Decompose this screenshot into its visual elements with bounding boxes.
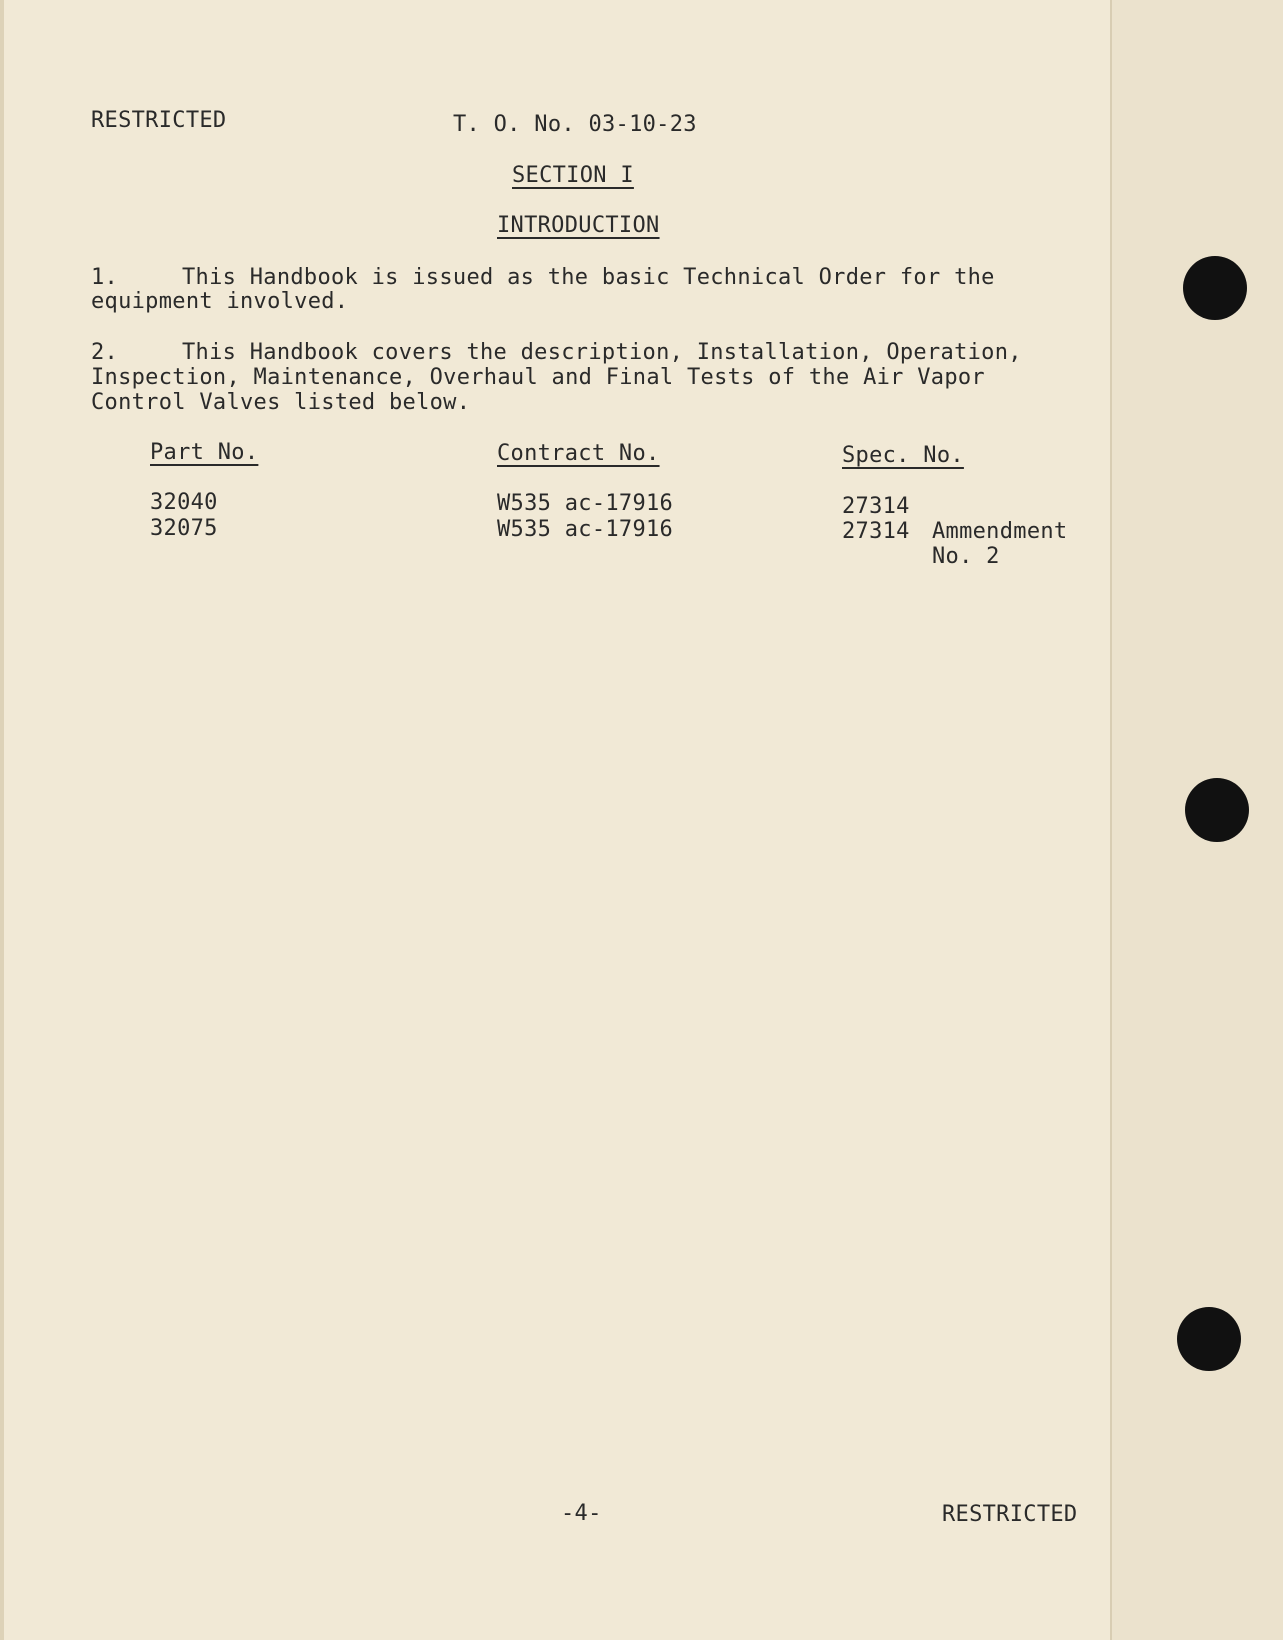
page-left-edge — [0, 0, 4, 1640]
header-classification: RESTRICTED — [91, 108, 227, 133]
table-row-2-part: 32075 — [150, 516, 218, 541]
footer-classification: RESTRICTED — [942, 1502, 1078, 1527]
table-row-2-note: Ammendment — [932, 519, 1068, 544]
section-title: SECTION I — [512, 163, 634, 188]
table-row-1-spec: 27314 — [842, 494, 910, 519]
table-row-2-spec: 27314 — [842, 519, 910, 544]
paragraph-2-line-1: This Handbook covers the description, Installation, Operation, — [182, 340, 1022, 365]
page-number: -4- — [561, 1501, 602, 1526]
paragraph-2-line-3: Control Valves listed below. — [91, 390, 471, 415]
table-header-spec: Spec. No. — [842, 443, 964, 468]
table-header-part: Part No. — [150, 440, 259, 465]
table-row-1-contract: W535 ac-17916 — [497, 491, 674, 516]
punch-hole-middle — [1185, 778, 1249, 842]
punch-hole-bottom — [1177, 1307, 1241, 1371]
fold-line — [1110, 0, 1112, 1640]
punch-hole-top — [1183, 256, 1247, 320]
paragraph-1-line-1: This Handbook is issued as the basic Technical Order for the — [182, 265, 995, 290]
paragraph-1-number: 1. — [91, 265, 119, 290]
table-row-2-contract: W535 ac-17916 — [497, 517, 674, 542]
table-header-contract: Contract No. — [497, 441, 660, 466]
table-row-1-part: 32040 — [150, 490, 218, 515]
paragraph-2-line-2: Inspection, Maintenance, Overhaul and Final Tests of the Air Vapor — [91, 365, 985, 390]
table-row-2-note-line-2: No. 2 — [932, 544, 1000, 569]
paragraph-2-number: 2. — [91, 340, 119, 365]
paragraph-1-line-2: equipment involved. — [91, 289, 349, 314]
section-subtitle: INTRODUCTION — [497, 213, 660, 238]
to-number: T. O. No. 03-10-23 — [453, 112, 697, 137]
